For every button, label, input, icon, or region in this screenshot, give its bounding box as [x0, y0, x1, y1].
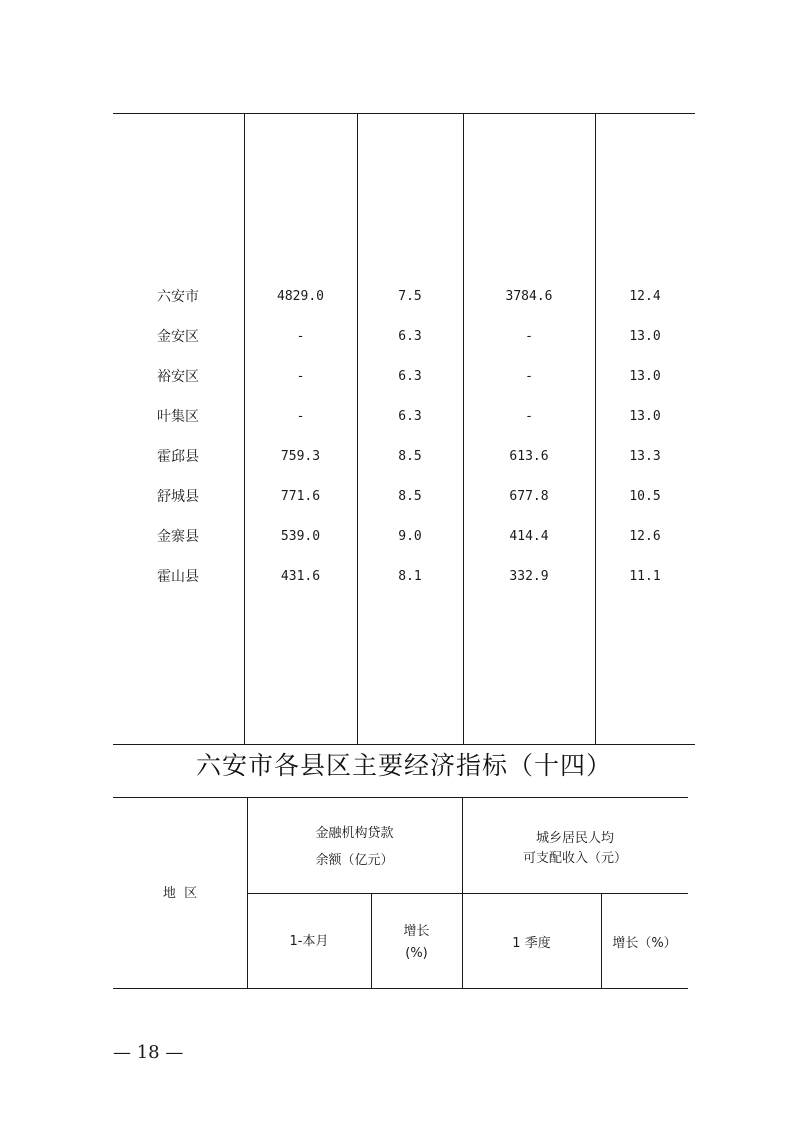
table-title: 六安市各县区主要经济指标（十四）: [195, 751, 612, 780]
region-name: 金寨县: [157, 529, 199, 545]
loan-growth-value: 9.0: [398, 529, 422, 544]
income-value: -: [525, 409, 533, 424]
income-value: 613.6: [509, 449, 549, 464]
loan-balance-value: -: [296, 329, 305, 344]
loan-balance-value: -: [296, 409, 305, 424]
income-value: -: [525, 369, 533, 384]
income-value: -: [525, 329, 533, 344]
region-name: 六安市: [157, 289, 199, 305]
loan-balance-value: 771.6: [280, 489, 321, 504]
income-growth-value: 12.4: [629, 289, 661, 304]
header-income-group-line2: 可支配收入（元）: [522, 851, 627, 866]
region-name: 叶集区: [157, 409, 199, 425]
header-loan-group-line2: 余额（亿元）: [315, 853, 394, 868]
income-value: 3784.6: [505, 289, 553, 304]
income-growth-value: 10.5: [629, 489, 661, 504]
region-name: 裕安区: [157, 369, 199, 385]
upper-table-top-rule: [113, 113, 695, 114]
page-number: — 18 —: [113, 1042, 184, 1063]
loan-balance-value: 4829.0: [277, 289, 324, 304]
loan-growth-value: 6.3: [398, 369, 422, 384]
income-value: 414.4: [509, 529, 549, 544]
income-growth-value: 13.0: [629, 409, 661, 424]
region-name: 舒城县: [157, 489, 199, 505]
header-loan-growth-line1: 增长: [403, 924, 430, 939]
loan-balance-value: 539.0: [280, 529, 321, 544]
header-bottom-rule: [113, 988, 688, 989]
header-loan-growth-line2: (%): [405, 946, 428, 961]
region-name: 霍山县: [157, 569, 199, 585]
header-region: 地 区: [162, 886, 198, 901]
upper-table-bottom-rule: [113, 744, 695, 745]
header-loan-period: 1-本月: [289, 934, 329, 949]
income-value: 677.8: [509, 489, 549, 504]
upper-table-col-divider-4: [595, 113, 596, 744]
loan-growth-value: 6.3: [398, 409, 422, 424]
loan-growth-value: 8.5: [398, 449, 422, 464]
loan-growth-value: 7.5: [398, 289, 422, 304]
upper-table-col-divider-2: [357, 113, 358, 744]
header-income-group-line1: 城乡居民人均: [535, 831, 614, 846]
header-top-rule: [113, 797, 688, 798]
loan-growth-value: 8.5: [398, 489, 422, 504]
header-loan-group-line1: 金融机构贷款: [315, 826, 394, 841]
header-income-growth: 增长（%）: [612, 936, 677, 951]
upper-table-col-divider-3: [463, 113, 464, 744]
loan-growth-value: 6.3: [398, 329, 422, 344]
income-value: 332.9: [509, 569, 549, 584]
region-name: 霍邱县: [157, 449, 199, 465]
upper-table-col-divider-1: [244, 113, 245, 744]
loan-balance-value: 759.3: [280, 449, 321, 464]
income-growth-value: 13.0: [629, 329, 661, 344]
loan-balance-value: 431.6: [280, 569, 321, 584]
header-income-period: 1 季度: [512, 936, 551, 951]
income-growth-value: 11.1: [629, 569, 661, 584]
loan-balance-value: -: [296, 369, 305, 384]
region-name: 金安区: [157, 329, 199, 345]
loan-growth-value: 8.1: [398, 569, 422, 584]
income-growth-value: 13.3: [629, 449, 661, 464]
income-growth-value: 13.0: [629, 369, 661, 384]
header-mid-rule: [247, 893, 688, 894]
income-growth-value: 12.6: [629, 529, 661, 544]
header-col-divider-2: [462, 797, 463, 988]
